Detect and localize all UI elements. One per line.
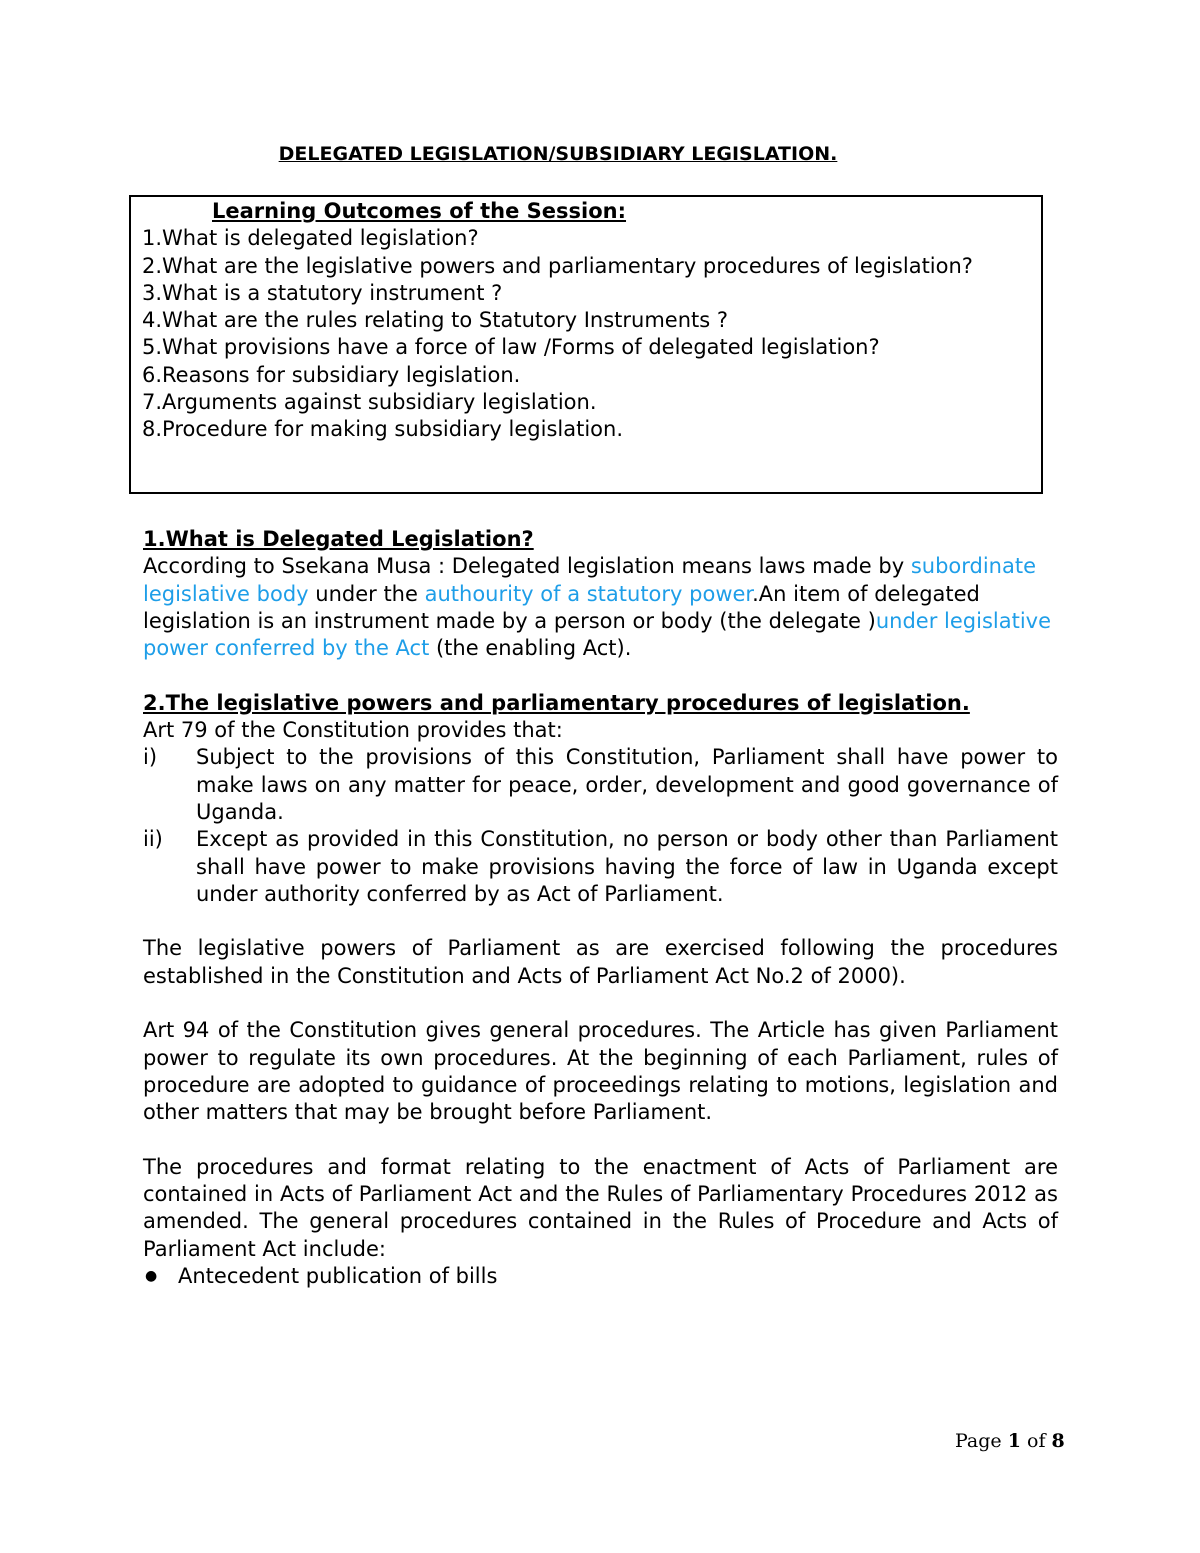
procedures-list [143,1263,1058,1290]
page-footer [955,1430,1065,1452]
section1-heading: 1.What is Delegated Legislation? [143,527,534,551]
learning-outcomes-heading: Learning Outcomes of the Session: [212,199,627,223]
spacer [143,990,1058,1017]
page-word: Page [955,1430,1002,1452]
outcome-item: 5.What provisions have a force of law /Forms of delegated legislation? [142,335,880,360]
list-item-number: i) [143,745,158,770]
outcome-item: 6.Reasons for subsidiary legislation. [142,362,521,387]
paragraph: Art 94 of the Constitution gives general procedures. The Article has given Parliament power to regulate its own procedures. At the beginning of each Parliament, rules of procedure are adopted to guidance of proceedings relating to motions, legislation and other matters that may be brought before Parliament. [143,1018,1058,1125]
definition-text: under the [308,581,425,606]
outcome-item: 2.What are the legislative powers and parliamentary procedures of legislation? [142,253,973,278]
section2-intro: Art 79 of the Constitution provides that: [143,718,563,743]
section1-definition [143,553,1058,662]
list-item-text: Except as provided in this Constitution, no person or body other than Parliament shall have power to make provisions having the force of law in Uganda except under authority conferred by as Act of Parliament. [196,827,1058,906]
outcome-item: 7.Arguments against subsidiary legislation. [142,390,597,415]
page-total: 8 [1051,1430,1065,1452]
outcome-item: 8.Procedure for making subsidiary legislation. [142,417,624,442]
outcome-item: 1.What is delegated legislation? [142,226,479,251]
section2-heading: 2.The legislative powers and parliamentary procedures of legislation. [143,690,970,715]
spacer [143,1127,1058,1154]
of-word: of [1027,1430,1046,1452]
bullet-icon: ● [145,1268,158,1285]
definition-text: (the enabling Act). [429,636,632,661]
definition-text: According to Ssekana Musa : Delegated legislation means laws made by [143,554,911,579]
outcome-item: 4.What are the rules relating to Statutory Instruments ? [142,308,729,333]
list-item-text: Antecedent publication of bills [178,1264,498,1289]
list-item [143,1263,1058,1290]
list-item [143,826,1058,908]
paragraph: The legislative powers of Parliament as are exercised following the procedures established in the Constitution and Acts of Parliament Act No.2 of 2000). [143,936,1058,988]
learning-outcomes-box [129,195,1043,494]
page-number: 1 [1007,1430,1021,1452]
list-item-number: ii) [143,827,163,852]
highlighted-phrase: authourity of a statutory power [424,581,753,606]
learning-outcomes-list [142,225,1031,443]
document-body [143,526,1058,1290]
spacer [143,662,1058,689]
spacer [143,908,1058,935]
highlighted-phrase: under legislative power conferred by the Act [143,608,1052,661]
list-item [143,744,1058,826]
definition-text: .An item of delegated legislation is an instrument made by a person or body (the delegate ) [143,581,980,633]
list-item-text: Subject to the provisions of this Constitution, Parliament shall have power to make laws on any matter for peace, order, development and good governance of Uganda. [196,745,1058,824]
paragraph: The procedures and format relating to the enactment of Acts of Parliament are contained in Acts of Parliament Act and the Rules of Parliamentary Procedures 2012 as amended. The general procedures contained in the Rules of Procedure and Acts of Parliament Act include: [143,1154,1058,1261]
document-title: DELEGATED LEGISLATION/SUBSIDIARY LEGISLATION. [278,143,838,165]
highlighted-phrase: subordinate legislative body [143,554,1037,606]
outcome-item: 3.What is a statutory instrument ? [142,280,503,305]
article-79-list [143,744,1058,908]
